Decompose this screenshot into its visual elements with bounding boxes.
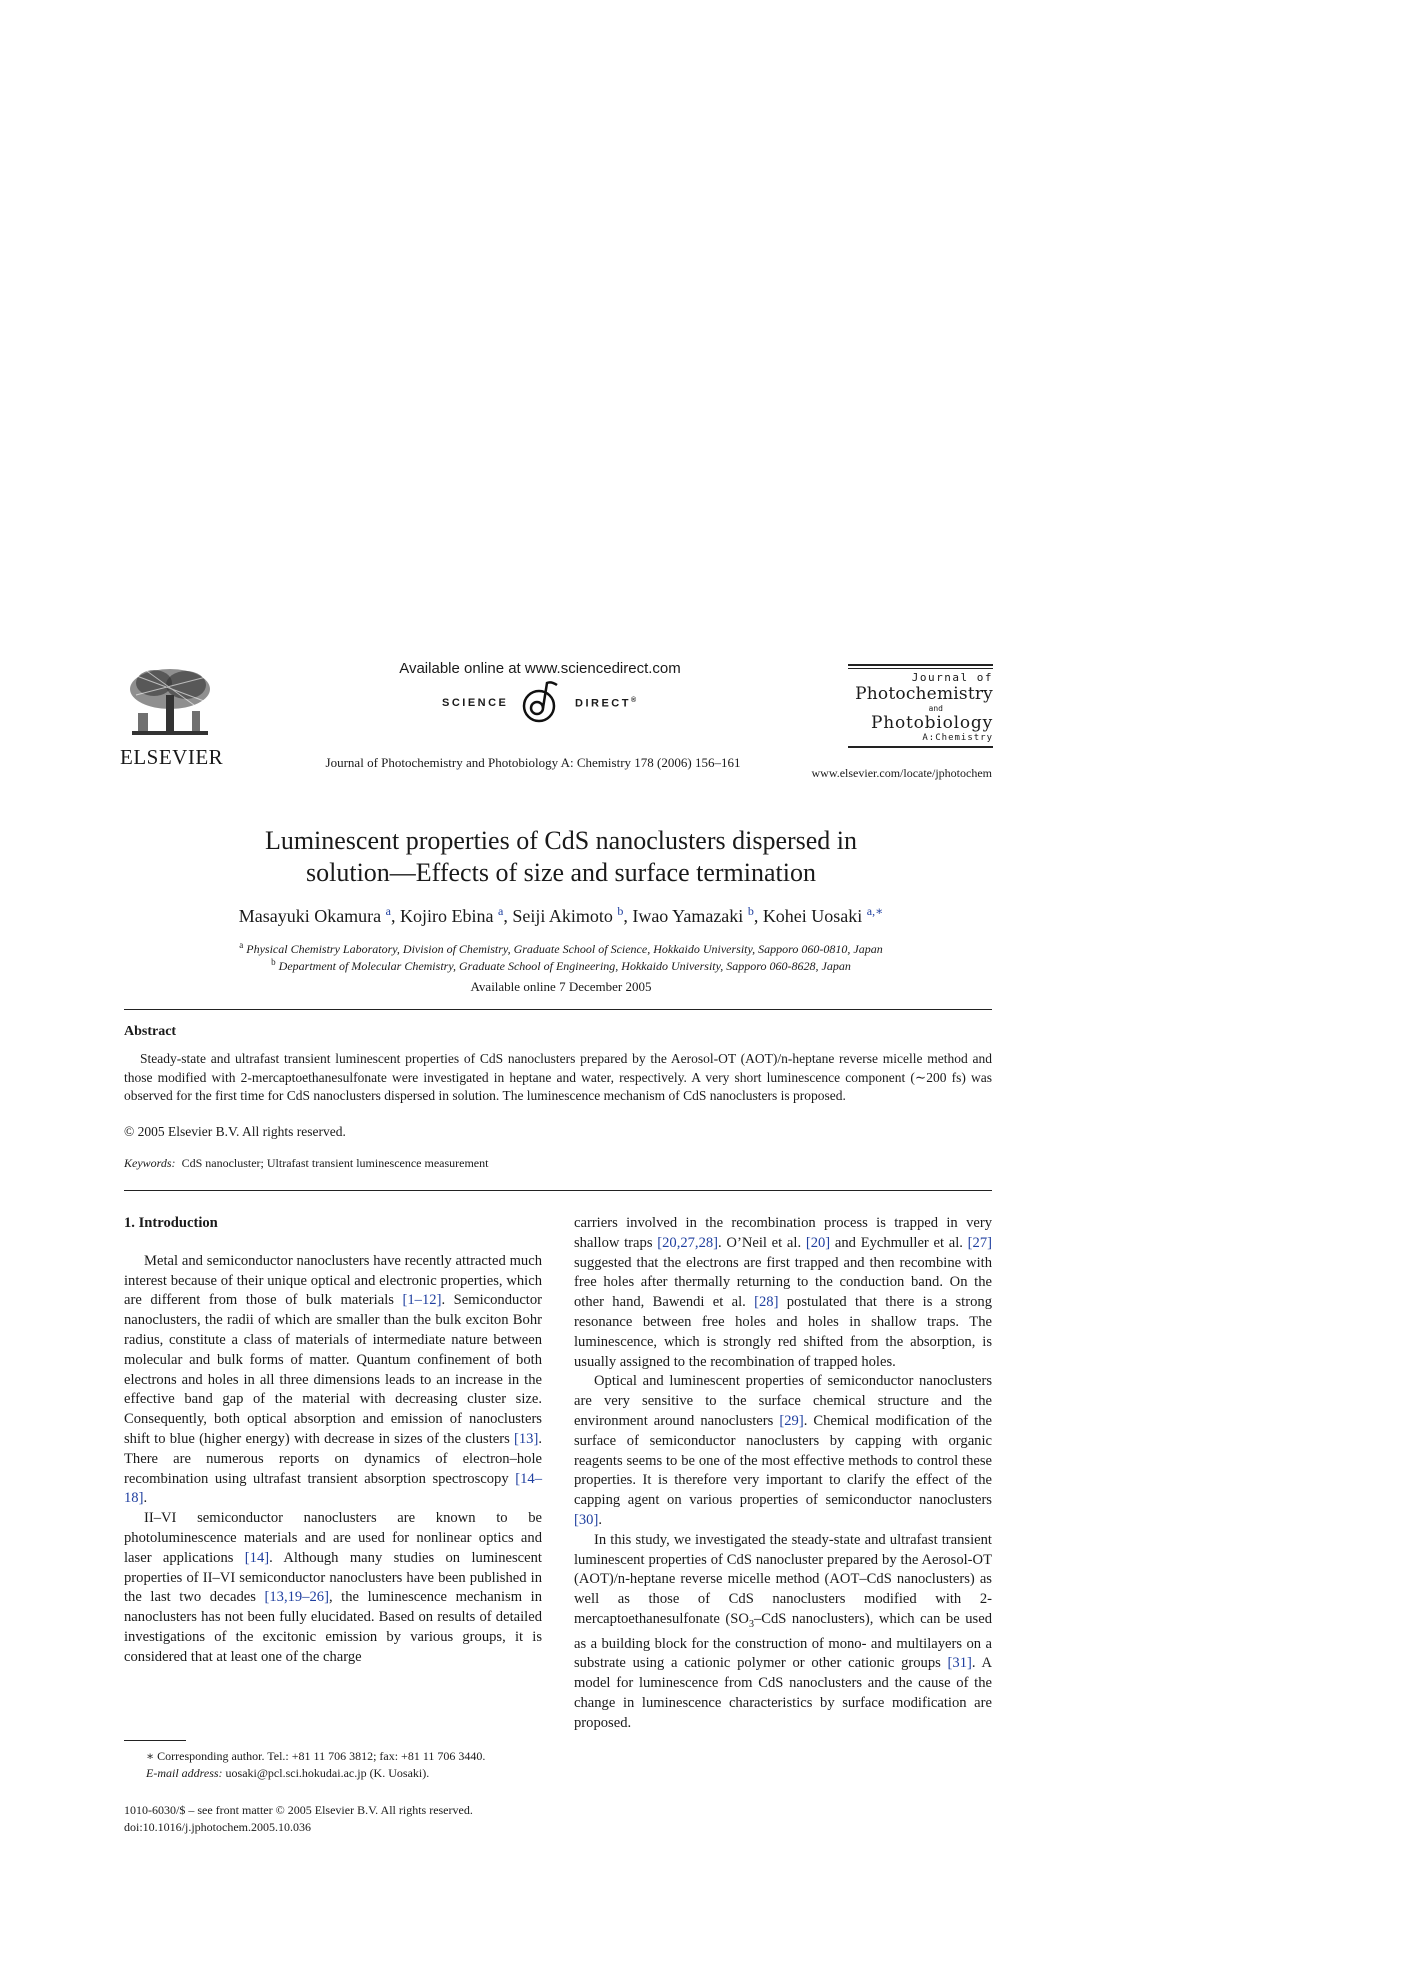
front-matter-info <box>124 1802 624 1836</box>
author-name: Kohei Uosaki <box>762 906 863 926</box>
affiliation-mark: b <box>271 957 276 967</box>
abstract-text: Steady-state and ultrafast transient luminescent properties of CdS nanoclusters prepared by the Aerosol-OT (AOT)/n-heptane reverse micelle method and those modified with 2-mercaptoethanesulfonate were investigated in heptane and water, respectively. A very short luminescence component (∼200 fs) was observed for the first time for CdS nanoclusters dispersed in solution. The luminescence mechanism of CdS nanoclusters is proposed. <box>124 1051 992 1104</box>
keywords-text: CdS nanocluster; Ultrafast transient luminescence measurement <box>181 1156 489 1170</box>
title-line: solution—Effects of size and surface termination <box>306 858 816 887</box>
author-name: Kojiro Ebina <box>400 906 494 926</box>
author-name: Iwao Yamazaki <box>632 906 744 926</box>
citation-link[interactable]: [28] <box>754 1294 779 1311</box>
citation-link[interactable]: [13] <box>514 1430 539 1447</box>
citation-link[interactable]: [14–18] <box>124 1470 542 1507</box>
body-paragraph: Optical and luminescent properties of semiconductor nanoclusters are very sensitive to the surface chemical structure and the environment around nanoclusters [29]. Chemical modification of the surface of semiconductor nanoclusters by capping with organic reagents seems to be one of the most effective methods to control these properties. It is therefore very important to clarify the effect of the capping agent on various properties of semiconductor nanoclusters [30]. <box>574 1373 992 1528</box>
publisher-name: ELSEVIER <box>120 745 224 769</box>
elsevier-logo <box>120 665 224 769</box>
citation-link[interactable]: [1–12] <box>402 1292 442 1309</box>
journal-logo-photochemistry: Photochemistry <box>855 684 993 704</box>
abstract-copyright: © 2005 Elsevier B.V. All rights reserved. <box>124 1124 346 1139</box>
body-paragraph: carriers involved in the recombination process is trapped in very shallow traps [20,27,28]. O’Neil et al. [20] and Eychmuller et al. [27] suggested that the electrons are first trapped and then recombine with free holes after thermally returning to the conduction band. On the other hand, Bawendi et al. [28] postulated that there is a strong resonance between free holes and holes in shallow traps. The luminescence, which is strongly red shifted from the absorption, is usually assigned to the recombination of trapped holes. <box>574 1215 992 1370</box>
journal-logo-of: Journal of <box>911 671 993 684</box>
journal-citation: Journal of Photochemistry and Photobiology A: Chemistry 178 (2006) 156–161 <box>325 755 741 770</box>
author-affil-link[interactable]: a,∗ <box>866 904 884 918</box>
citation-link[interactable]: [20] <box>805 1234 831 1251</box>
body-column-left <box>124 1214 542 1668</box>
corresponding-author-footnote <box>124 1748 554 1782</box>
citation-link[interactable]: [27] <box>967 1234 992 1251</box>
footnote-email: E-mail address: uosaki@pcl.sci.hokudai.ac.jp (K. Uosaki). <box>146 1766 430 1780</box>
citation-link[interactable]: [29] <box>779 1412 804 1429</box>
elsevier-tree-icon <box>124 665 216 743</box>
body-paragraph: II–VI semiconductor nanoclusters are known to be photoluminescence materials and are used for nonlinear optics and laser applications [14]. Although many studies on luminescent properties of II–VI semiconductor nanoclusters have been published in the last two decades [13,19–26], the luminescence mechanism in nanoclusters has not been fully elucidated. Based on results of detailed investigations of the excitonic emission by various groups, it is considered that at least one of the charge <box>124 1510 542 1665</box>
author-name: Seiji Akimoto <box>512 906 613 926</box>
citation-link[interactable]: [20,27,28] <box>657 1234 719 1251</box>
footnote-rule <box>124 1740 186 1741</box>
doi-link[interactable]: doi:10.1016/j.jphotochem.2005.10.036 <box>124 1820 311 1834</box>
logo-rule <box>848 746 993 748</box>
logo-rule <box>848 668 993 669</box>
affiliation-mark: a <box>239 940 244 950</box>
journal-logo <box>848 664 993 750</box>
affiliation-a <box>130 940 992 957</box>
paper-title <box>200 825 922 889</box>
author-affil-link[interactable]: a <box>385 904 391 918</box>
citation-link[interactable]: [14] <box>244 1549 270 1566</box>
sciencedirect-block <box>380 660 700 725</box>
author-affil-link[interactable]: b <box>747 904 754 918</box>
journal-logo-photobiology: Photobiology <box>870 713 993 733</box>
divider <box>124 1190 992 1191</box>
keywords <box>124 1156 488 1171</box>
citation-link[interactable]: [30] <box>574 1511 599 1528</box>
keywords-label: Keywords: <box>124 1156 176 1170</box>
sd-word-science: SCIENCE <box>442 697 509 709</box>
sd-word-direct: DIRECT® <box>575 697 639 710</box>
body-paragraph: Metal and semiconductor nanoclusters have recently attracted much interest because of their unique optical and electronic properties, which are different from those of bulk materials [1–12]. Semiconductor nanoclusters, the radii of which are smaller than the bulk exciton Bohr radius, constitute a class of materials of intermediate nature between molecular and bulk forms of matter. Quantum confinement of both electrons and holes in all three dimensions leads to an increase in the effective band gap of the material with decreasing cluster size. Consequently, both optical absorption and emission of nanoclusters shift to blue (higher energy) with decrease in sizes of the clusters [13]. There are numerous reports on dynamics of electron–hole recombination using ultrafast transient absorption spectroscopy [14–18]. <box>124 1252 543 1507</box>
affiliation-b <box>130 957 992 974</box>
affiliation-text: Department of Molecular Chemistry, Graduate School of Engineering, Hokkaido University, Sapporo 060-8628, Japan <box>278 959 851 973</box>
available-online-link[interactable]: Available online at www.sciencedirect.com <box>399 660 681 677</box>
body-column-right <box>574 1214 992 1734</box>
issn-line: 1010-6030/$ – see front matter © 2005 Elsevier B.V. All rights reserved. <box>124 1803 473 1817</box>
affiliation-text: Physical Chemistry Laboratory, Division of Chemistry, Graduate School of Science, Hokkaido University, Sapporo 060-0810, Japan <box>246 942 883 956</box>
section-heading: 1. Introduction <box>124 1215 218 1231</box>
author-affil-link[interactable]: b <box>617 904 624 918</box>
journal-logo-achem: A:Chemistry <box>922 733 993 743</box>
title-line: Luminescent properties of CdS nanoclusters dispersed in <box>264 826 858 855</box>
journal-url-link[interactable]: www.elsevier.com/locate/jphotochem <box>811 766 992 780</box>
body-paragraph: In this study, we investigated the steady-state and ultrafast transient luminescent properties of CdS nanocluster prepared by the Aerosol-OT (AOT)/n-heptane reverse micelle method (AOT–CdS nanoclusters) as well as those of CdS nanoclusters modified with 2-mercaptoethanesulfonate ($SO_3$–CdS nanoclusters), which can be used as a building block for the construction of mono- and multilayers on a substrate using a cationic polymer or other cationic groups [31]. A model for luminescence from CdS nanoclusters and the cause of the change in luminescence characteristics by surface modification are proposed. <box>574 1531 992 1731</box>
logo-rule <box>848 664 993 666</box>
sciencedirect-d-icon <box>517 681 563 725</box>
abstract-heading: Abstract <box>124 1024 177 1039</box>
author-name: Masayuki Okamura <box>238 906 382 926</box>
citation-link[interactable]: [13,19–26] <box>264 1589 329 1606</box>
sciencedirect-logo <box>380 681 700 725</box>
footnote-contact: ∗ Corresponding author. Tel.: +81 11 706 3812; fax: +81 11 706 3440. <box>146 1749 486 1763</box>
author-list: Masayuki Okamura $^a$, Kojiro Ebina $^a$, Seiji Akimoto $^b$, Iwao Yamazaki $^b$, Kohei Uosaki $^{a,∗}$ <box>238 904 884 926</box>
journal-logo-and: and <box>928 704 943 713</box>
available-online-date: Available online 7 December 2005 <box>470 979 652 994</box>
citation-link[interactable]: [31] <box>947 1655 972 1672</box>
author-affil-link[interactable]: a <box>497 904 504 918</box>
divider <box>124 1009 992 1010</box>
